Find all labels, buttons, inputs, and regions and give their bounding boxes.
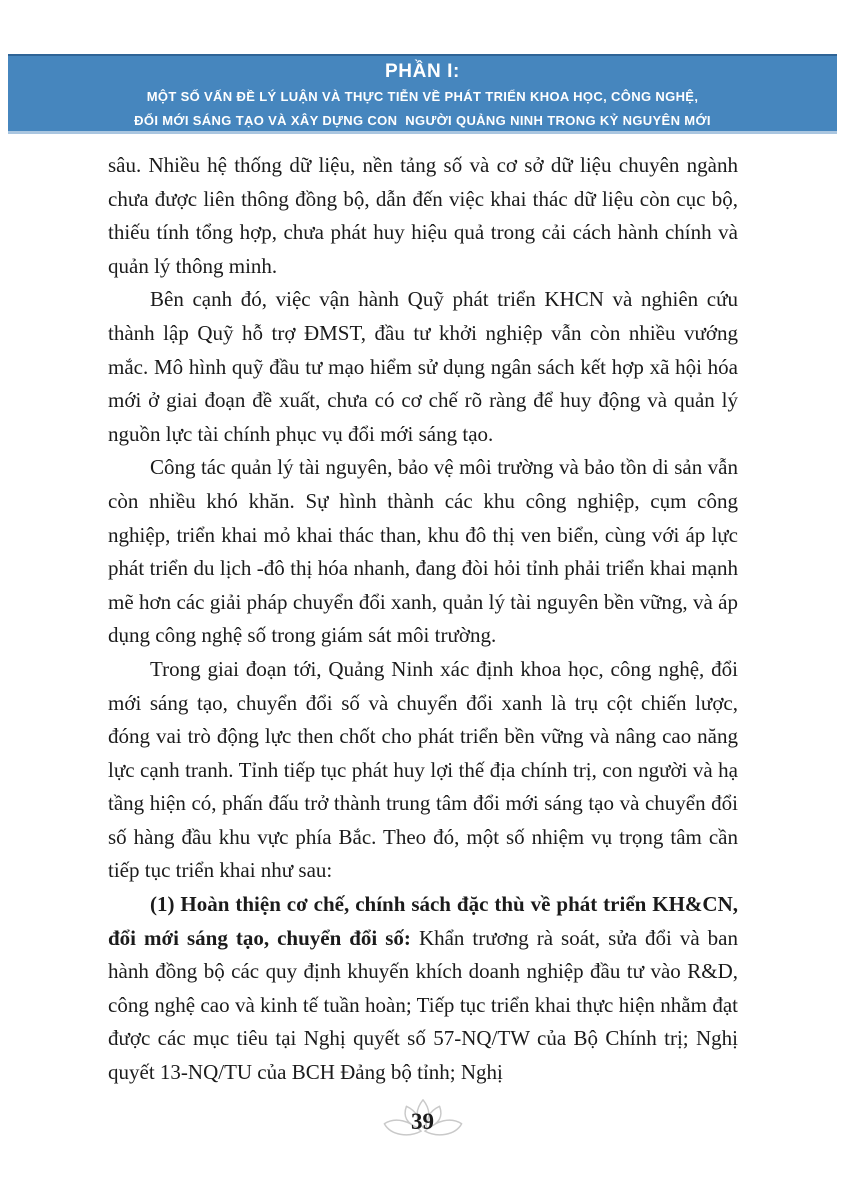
paragraph: Công tác quản lý tài nguyên, bảo vệ môi trường và bảo tồn di sản vẫn còn nhiều khó khăn. Sự hình thành các khu công nghiệp, cụm công nghiệp, triển khai mỏ khai thác than, khu đô thị ven biển, cùng với áp lực phát triển du lịch -đô thị hóa nhanh, đang đòi hỏi tỉnh phải triển khai mạnh mẽ hơn các giải pháp chuyển đổi xanh, quản lý tài nguyên bền vững, và áp dụng công nghệ số trong giám sát môi trường.: [108, 455, 738, 648]
paragraph: sâu. Nhiều hệ thống dữ liệu, nền tảng số và cơ sở dữ liệu chuyên ngành chưa được liên thông đồng bộ, dẫn đến việc khai thác dữ liệu còn cục bộ, thiếu tính tổng hợp, chưa phát huy hiệu quả trong cải cách hành chính và quản lý thông minh.: [108, 153, 738, 278]
part-header-banner: [8, 54, 837, 134]
paragraph: Trong giai đoạn tới, Quảng Ninh xác định khoa học, công nghệ, đổi mới sáng tạo, chuyển đổi số và chuyển đổi xanh là trụ cột chiến lược, đóng vai trò động lực then chốt cho phát triển bền vững và nâng cao năng lực cạnh tranh. Tỉnh tiếp tục phát huy lợi thế địa chính trị, con người và hạ tầng hiện có, phấn đấu trở thành trung tâm đổi mới sáng tạo và chuyển đổi số hàng đầu khu vực phía Bắc. Theo đó, một số nhiệm vụ trọng tâm cần tiếp tục triển khai như sau:: [108, 656, 738, 883]
page-number: 39: [411, 1109, 434, 1134]
page-footer: [0, 1098, 845, 1144]
paragraph-bold-lead: (1) Hoàn thiện cơ chế, chính sách đặc thù về phát triển KH&CN, đổi mới sáng tạo, chuyển đổi số:: [108, 892, 738, 950]
paragraph: (1) Hoàn thiện cơ chế, chính sách đặc thù về phát triển KH&CN, đổi mới sáng tạo, chuyển đổi số: Khẩn trương rà soát, sửa đổi và ban hành đồng bộ các quy định khuyến khích doanh nghiệp đầu tư vào R&D, công nghệ cao và kinh tế tuần hoàn; Tiếp tục triển khai thực hiện nhằm đạt được các mục tiêu tại Nghị quyết số 57-NQ/TW của Bộ Chính trị; Nghị quyết 13-NQ/TU của BCH Đảng bộ tỉnh; Nghị: [108, 892, 738, 1085]
lotus-ornament: [377, 1098, 469, 1144]
page-body: [108, 149, 738, 1090]
part-subtitle-line1: MỘT SỐ VẤN ĐỀ LÝ LUẬN VÀ THỰC TIỄN VỀ PHÁT TRIỂN KHOA HỌC, CÔNG NGHỆ,: [146, 89, 699, 104]
part-label: PHẦN I:: [385, 61, 460, 82]
paragraph: Bên cạnh đó, việc vận hành Quỹ phát triển KHCN và nghiên cứu thành lập Quỹ hỗ trợ ĐMST, đầu tư khởi nghiệp vẫn còn nhiều vướng mắc. Mô hình quỹ đầu tư mạo hiểm sử dụng ngân sách kết hợp xã hội hóa mới ở giai đoạn đề xuất, chưa có cơ chế rõ ràng để huy động và quản lý nguồn lực tài chính phục vụ đổi mới sáng tạo.: [108, 287, 738, 446]
part-subtitle-line2: ĐỔI MỚI SÁNG TẠO VÀ XÂY DỰNG CON NGƯỜI QUẢNG NINH TRONG KỶ NGUYÊN MỚI: [134, 113, 711, 128]
